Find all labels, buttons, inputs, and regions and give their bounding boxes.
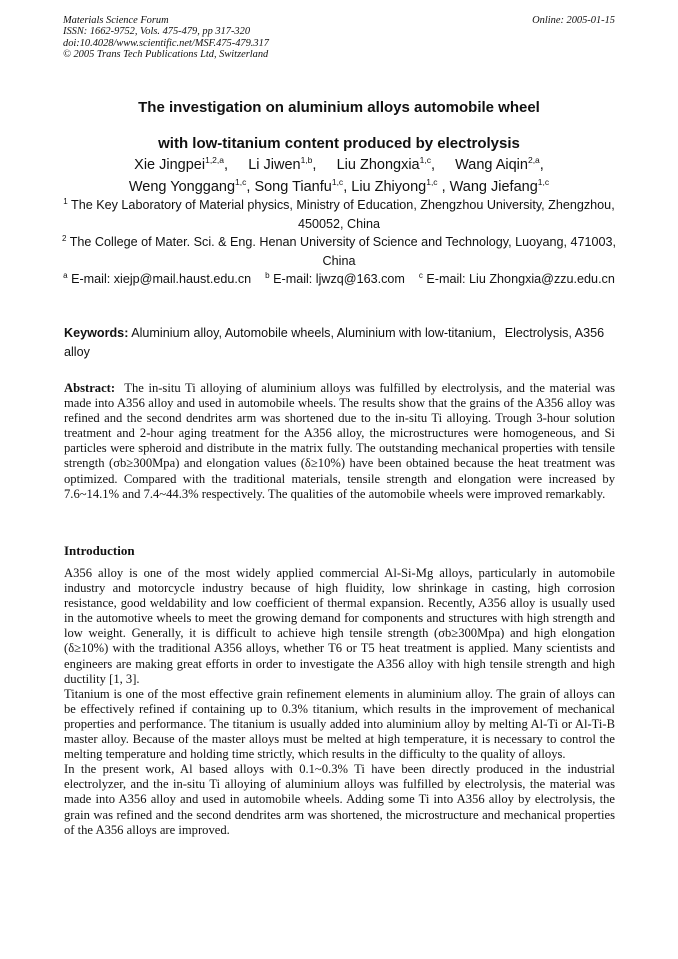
author-affiliation-mark: 1,2,a [205,155,224,165]
abstract-text: The in-situ Ti alloying of aluminium alloys was fulfilled by electrolysis, and the material was made into A356 alloy and used in automobile wheels. The results show that the grains of the A356 alloy was refined and the second dendrites arm was shortened due to the in-situ Ti alloying. Trough 3-hour solution treatment and 2-hour aging treatment for the A356 alloy, the microstructures were homogeneous, and Si particles were spheroid and distribute in the matrix fully. The outstanding mechanical properties with tensile strength (σb≥300Mpa) and elongation values (δ≥10%) have been obtained because the heat treatment was optimized. Compared with the traditional materials, tensile strength and elongation were increased by 7.6~14.1% and 7.4~44.3% respectively. The qualities of the automobile wheels were improved remarkably. [64,381,615,501]
email-text: E-mail: ljwzq@163.com [273,272,405,286]
paragraph: A356 alloy is one of the most widely applied commercial Al-Si-Mg alloys, particularly in automobile industry and motorcycle industry because of high fluidity, low shrinkage in casting, high corrosion resistance, good weldability and low coefficient of thermal expansion. Recently, A356 alloy is usually used in the automotive wheels to meet the growing demand for components and structures with high strength and low weight. Generally, it is difficult to achieve high tensile strength (σb≥300Mpa) and high elongation (δ≥10%) with the traditional A356 alloys, whether T6 or T5 heat treatment is applied. Many scientists and engineers are making great efforts in order to investigate the A356 alloy with high tensile strength and high ductility [1, 3]. [64,566,615,686]
author-line-2 [60,176,618,198]
affiliation-mark: 2 [61,234,67,243]
author-affiliation-mark: 1,c [331,177,344,187]
email-text: E-mail: Liu Zhongxia@zzu.edu.cn [426,272,615,286]
keywords-label: Keywords: [64,326,129,340]
author-name: Xie Jingpei [134,157,206,173]
paper-title [60,90,618,162]
publication-header [63,15,615,61]
author-name: Liu Zhongxia [336,157,420,173]
email-mark: a [63,271,68,280]
doi-line: doi:10.4028/www.scientific.net/MSF.475-479.317 [63,37,269,49]
email-mark: b [265,271,270,280]
affiliation-mark: 1 [63,197,68,206]
email-mark: c [418,271,423,280]
author-affiliation-mark: 1,c [235,177,247,187]
author-affiliation-mark: 1,b [300,155,313,165]
journal-name: Materials Science Forum [63,15,169,26]
author-name: Li Jiwen [248,157,301,173]
keywords-section [64,324,616,361]
author-separator: , [246,179,255,195]
affiliation-2 [60,233,618,270]
author-affiliation-mark: 1,c [419,155,431,165]
author-separator: , [437,179,450,195]
author-separator: , [312,157,333,173]
abstract-label: Abstract: [64,381,116,395]
keywords-text: Aluminium alloy, Automobile wheels, Aluminium with low-titanium，Electrolysis, A356 alloy [64,326,605,359]
email-text: E-mail: xiejp@mail.haust.edu.cn [71,272,252,286]
author-list [60,154,618,198]
author-line-1 [60,154,618,176]
author-affiliation-mark: 1,c [537,177,550,187]
affiliation-1 [60,196,618,233]
author-affiliation-mark: 2,a [527,155,540,165]
copyright-line: © 2005 Trans Tech Publications Ltd, Switzerland [63,49,269,61]
abstract-section [64,381,615,502]
author-separator: , [224,157,245,173]
online-date: Online: 2005-01-15 [532,15,615,26]
paragraph: Titanium is one of the most effective grain refinement elements in aluminium alloy. The grain of alloys can be effectively refined if containing up to 0.3% titanium, which results in the improvement of mechanical properties and performance. The titanium is usually added into aluminium alloy by melting Al-Ti or Al-Ti-B master alloy. Because of the master alloys must be melted at high temperature, it is necessary to control the melting temperature and holding time strictly, which results in the difficulty to the quality of alloys. [64,686,615,762]
introduction-heading: Introduction [64,543,135,558]
author-affiliation-mark: 1,c [426,177,438,187]
author-name: Liu Zhiyong [351,179,427,195]
author-name: Weng Yonggang [128,179,236,195]
affiliation-text: The Key Laboratory of Material physics, Ministry of Education, Zhengzhou University, Zhengzhou, 450052, China [71,198,615,231]
affiliations [60,196,618,289]
title-line-2: with low-titanium content produced by electrolysis [158,135,520,152]
author-name: Wang Jiefang [449,179,538,195]
author-name: Song Tianfu [254,179,332,195]
issn-line: ISSN: 1662-9752, Vols. 475-479, pp 317-320 [63,26,251,38]
title-line-1: The investigation on aluminium alloys automobile wheel [138,99,540,116]
introduction-body [64,566,615,838]
affiliation-text: The College of Mater. Sci. & Eng. Henan University of Science and Technology, Luoyang, 471003, China [69,235,617,268]
paragraph: In the present work, Al based alloys with 0.1~0.3% Ti have been directly produced in the industrial electrolyzer, and the in-situ Ti alloying of aluminium alloys was fulfilled by electrolysis, the material was made into A356 alloy and used in automobile wheels. Adding some Ti into A356 alloy by electrolysis, the grain was refined and the second dendrites arm was shortened, the microstructure and mechanical properties of the A356 alloys are improved. [64,762,615,837]
email-list [60,270,618,289]
author-separator: , [343,179,352,195]
author-name: Wang Aiqin [455,157,528,173]
author-separator: , [539,157,544,173]
author-separator: , [430,157,452,173]
